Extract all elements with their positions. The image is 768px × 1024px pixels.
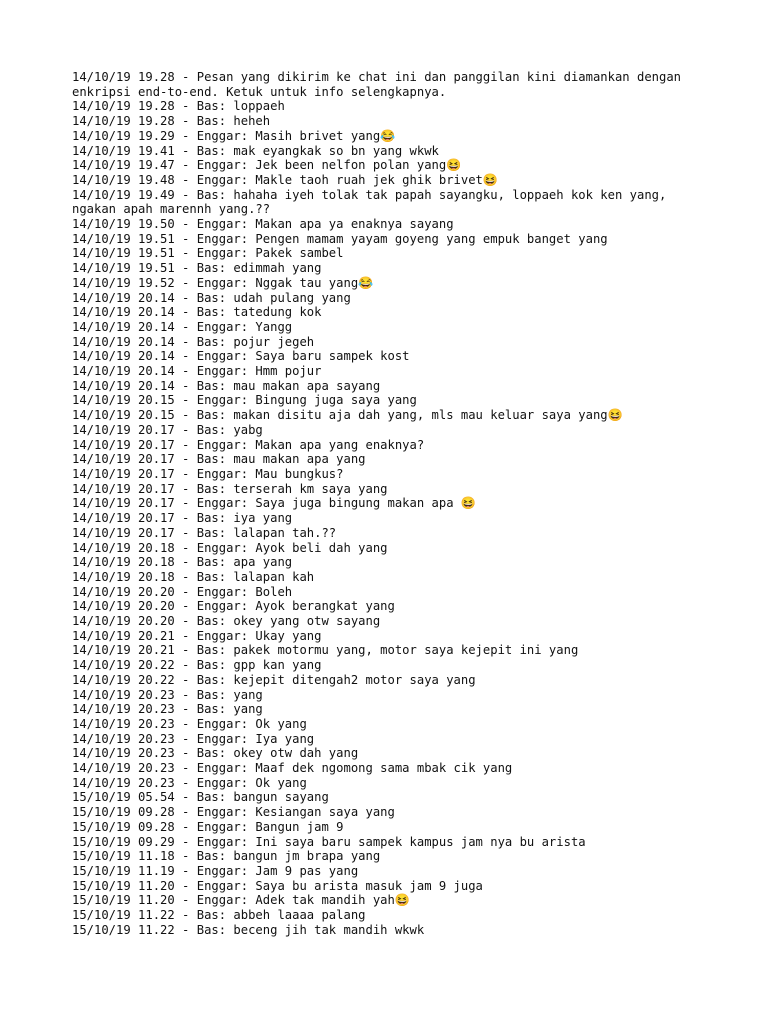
chat-line: 15/10/19 05.54 - Bas: bangun sayang bbox=[72, 790, 329, 805]
chat-line: 14/10/19 20.14 - Bas: udah pulang yang bbox=[72, 290, 351, 305]
chat-line: 14/10/19 19.47 - Enggar: Jek been nelfon polan yang😆 bbox=[72, 158, 462, 173]
chat-line: 15/10/19 11.19 - Enggar: Jam 9 pas yang bbox=[72, 863, 359, 878]
chat-line: 14/10/19 19.28 - Bas: heheh bbox=[72, 114, 271, 129]
chat-line: 14/10/19 20.20 - Enggar: Boleh bbox=[72, 584, 293, 599]
chat-line: 14/10/19 20.17 - Bas: lalapan tah.?? bbox=[72, 525, 337, 540]
chat-line: 14/10/19 20.22 - Bas: gpp kan yang bbox=[72, 658, 322, 673]
chat-line: 14/10/19 20.14 - Enggar: Saya baru sampek kost bbox=[72, 349, 410, 364]
chat-line: 14/10/19 19.28 - Bas: loppaeh bbox=[72, 99, 285, 114]
chat-line: 15/10/19 11.22 - Bas: beceng jih tak mandih wkwk bbox=[72, 922, 425, 937]
chat-line: 14/10/19 20.18 - Bas: lalapan kah bbox=[72, 569, 315, 584]
chat-line: 14/10/19 19.52 - Enggar: Nggak tau yang😂 bbox=[72, 275, 374, 290]
chat-line: 15/10/19 09.28 - Enggar: Bangun jam 9 bbox=[72, 819, 344, 834]
chat-line: 14/10/19 20.17 - Bas: terserah km saya yang bbox=[72, 481, 388, 496]
chat-line: 14/10/19 20.14 - Enggar: Yangg bbox=[72, 319, 293, 334]
chat-line: 14/10/19 19.41 - Bas: mak eyangkak so bn yang wkwk bbox=[72, 143, 439, 158]
chat-line: 14/10/19 19.48 - Enggar: Makle taoh ruah jek ghik brivet😆 bbox=[72, 172, 499, 187]
chat-line: 14/10/19 20.23 - Bas: okey otw dah yang bbox=[72, 746, 359, 761]
chat-line: 14/10/19 20.23 - Enggar: Iya yang bbox=[72, 731, 315, 746]
chat-line: 14/10/19 20.21 - Enggar: Ukay yang bbox=[72, 628, 322, 643]
chat-line: 14/10/19 20.14 - Bas: pojur jegeh bbox=[72, 334, 315, 349]
chat-line: 14/10/19 20.17 - Enggar: Mau bungkus? bbox=[72, 466, 344, 481]
chat-line: 14/10/19 19.51 - Enggar: Pengen mamam yayam goyeng yang empuk banget yang bbox=[72, 231, 608, 246]
chat-line: 14/10/19 20.17 - Enggar: Makan apa yang enaknya? bbox=[72, 437, 425, 452]
chat-line: 15/10/19 11.20 - Enggar: Adek tak mandih yah😆 bbox=[72, 893, 411, 908]
chat-line: 14/10/19 20.14 - Enggar: Hmm pojur bbox=[72, 364, 322, 379]
chat-line: 14/10/19 20.17 - Enggar: Saya juga bingung makan apa 😆 bbox=[72, 496, 477, 511]
chat-line: 14/10/19 20.23 - Enggar: Ok yang bbox=[72, 716, 307, 731]
chat-line: 14/10/19 19.51 - Bas: edimmah yang bbox=[72, 261, 322, 276]
chat-line: 15/10/19 09.29 - Enggar: Ini saya baru sampek kampus jam nya bu arista bbox=[72, 834, 586, 849]
chat-line: 14/10/19 19.50 - Enggar: Makan apa ya enaknya sayang bbox=[72, 217, 454, 232]
chat-transcript bbox=[72, 70, 712, 937]
chat-line: 14/10/19 19.51 - Enggar: Pakek sambel bbox=[72, 246, 344, 261]
chat-line: 14/10/19 20.23 - Enggar: Maaf dek ngomong sama mbak cik yang bbox=[72, 761, 513, 776]
chat-line: 15/10/19 11.18 - Bas: bangun jm brapa yang bbox=[72, 849, 381, 864]
chat-line: 14/10/19 19.29 - Enggar: Masih brivet yang😂 bbox=[72, 128, 396, 143]
chat-line: 14/10/19 20.17 - Bas: mau makan apa yang bbox=[72, 452, 366, 467]
chat-line: 15/10/19 11.20 - Enggar: Saya bu arista masuk jam 9 juga bbox=[72, 878, 483, 893]
chat-line: 14/10/19 20.20 - Bas: okey yang otw sayang bbox=[72, 614, 381, 629]
chat-line: 15/10/19 11.22 - Bas: abbeh laaaa palang bbox=[72, 908, 366, 923]
chat-line: 14/10/19 20.20 - Enggar: Ayok berangkat yang bbox=[72, 599, 395, 614]
chat-line: 14/10/19 20.18 - Enggar: Ayok beli dah yang bbox=[72, 540, 388, 555]
chat-line: 14/10/19 20.14 - Bas: mau makan apa sayang bbox=[72, 378, 381, 393]
chat-line: 14/10/19 20.21 - Bas: pakek motormu yang, motor saya kejepit ini yang bbox=[72, 643, 579, 658]
chat-line: 14/10/19 20.14 - Bas: tatedung kok bbox=[72, 305, 322, 320]
chat-line: 14/10/19 20.23 - Bas: yang bbox=[72, 687, 263, 702]
chat-line: 14/10/19 20.18 - Bas: apa yang bbox=[72, 555, 293, 570]
chat-line: 14/10/19 20.22 - Bas: kejepit ditengah2 motor saya yang bbox=[72, 672, 476, 687]
chat-line: 14/10/19 20.17 - Bas: iya yang bbox=[72, 511, 293, 526]
chat-line: 14/10/19 19.49 - Bas: hahaha iyeh tolak tak papah sayangku, loppaeh kok ken yang, ngakan apah marennh yang.?? bbox=[72, 187, 674, 217]
chat-line: 14/10/19 20.17 - Bas: yabg bbox=[72, 422, 263, 437]
chat-line: 14/10/19 20.15 - Bas: makan disitu aja dah yang, mls mau keluar saya yang😆 bbox=[72, 408, 623, 423]
chat-line: 14/10/19 19.28 - Pesan yang dikirim ke chat ini dan panggilan kini diamankan dengan enkripsi end-to-end. Ketuk untuk info selengkapnya. bbox=[72, 70, 689, 99]
chat-line: 14/10/19 20.15 - Enggar: Bingung juga saya yang bbox=[72, 393, 417, 408]
chat-line: 15/10/19 09.28 - Enggar: Kesiangan saya yang bbox=[72, 805, 395, 820]
chat-line: 14/10/19 20.23 - Bas: yang bbox=[72, 702, 263, 717]
chat-line: 14/10/19 20.23 - Enggar: Ok yang bbox=[72, 775, 307, 790]
